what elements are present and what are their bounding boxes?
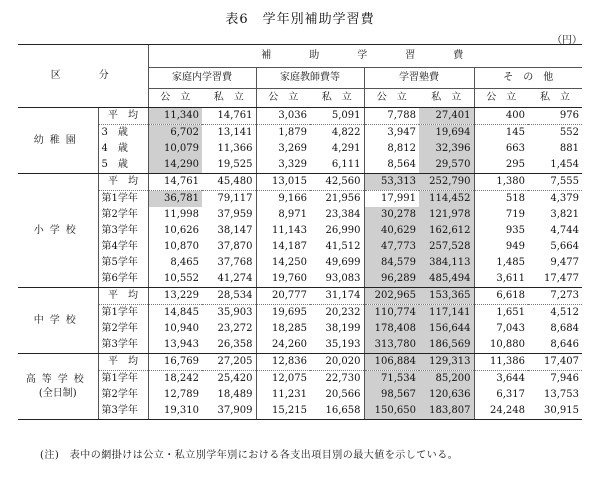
table-row [18, 125, 582, 142]
table-cell: 22,730 [325, 373, 361, 384]
table-cell: 17,477 [528, 271, 582, 288]
table-cell: 14,187 [256, 239, 310, 255]
table-cell: 552 [559, 127, 579, 138]
table-cell: 19,760 [256, 271, 310, 288]
row-label: 第2学年 [98, 387, 148, 403]
table-cell: 8,646 [528, 337, 582, 354]
table-cell: 145 [474, 125, 528, 142]
table-cell: 10,626 [148, 223, 202, 239]
table-row [18, 223, 582, 239]
supplementary-study-cost-table [18, 44, 582, 420]
table-cell: 24,260 [256, 337, 310, 354]
table-cell: 11,231 [256, 387, 310, 403]
table-cell: 35,193 [310, 337, 364, 354]
table-cell: 37,909 [202, 403, 256, 420]
table-cell: 19,694 [419, 125, 474, 142]
table-cell: 18,285 [256, 321, 310, 337]
row-label: 第6学年 [98, 271, 148, 288]
table-cell: 40,629 [364, 223, 419, 239]
table-cell: 19,695 [256, 305, 310, 322]
table-cell: 8,684 [550, 323, 579, 334]
table-cell: 27,401 [419, 108, 474, 125]
section-label-text: 小学校 [33, 224, 82, 236]
table-cell: 3,611 [474, 271, 528, 288]
row-label: 第1学年 [98, 191, 148, 208]
table-cell: 11,143 [256, 223, 310, 239]
table-cell: 252,790 [419, 174, 474, 191]
table-cell: 15,215 [256, 403, 310, 420]
table-row [18, 141, 582, 157]
group-header [148, 45, 582, 68]
table-cell: 84,579 [364, 255, 419, 271]
row-label: 第2学年 [98, 321, 148, 337]
col-header-home-priv: 私 立 [202, 89, 256, 108]
header-row-group [18, 45, 582, 68]
table-row [18, 255, 582, 271]
row-label: 3 歳 [98, 125, 148, 142]
table-cell: 23,272 [217, 323, 253, 334]
table-cell: 295 [474, 157, 528, 174]
row-label: 4 歳 [98, 141, 148, 157]
table-cell: 47,773 [364, 239, 419, 255]
col-header-juku-pub: 公 立 [364, 89, 419, 108]
table-cell: 41,274 [202, 271, 256, 288]
table-cell: 186,569 [419, 337, 474, 354]
table-cell: 38,199 [325, 323, 361, 334]
table-cell: 13,753 [544, 389, 579, 400]
table-cell: 11,386 [474, 354, 528, 371]
table-cell: 384,113 [419, 255, 474, 271]
cat-header-other: そ の 他 [474, 68, 582, 89]
table-cell: 976 [528, 108, 582, 125]
table-cell: 10,079 [148, 141, 202, 157]
table-cell: 20,232 [325, 307, 361, 318]
table-cell: 719 [474, 207, 528, 223]
table-cell: 485,494 [419, 271, 474, 288]
table-cell: 1,879 [256, 125, 310, 142]
col-header-home-pub: 公 立 [148, 89, 202, 108]
table-cell: 31,174 [310, 288, 364, 305]
table-cell: 3,269 [256, 141, 310, 157]
table-row [18, 157, 582, 174]
row-label: 第4学年 [98, 239, 148, 255]
cat-header-tutor: 家庭教師費等 [256, 68, 364, 89]
table-cell: 96,289 [364, 271, 419, 288]
stub-header-label: 区 分 [50, 70, 115, 81]
table-row [18, 288, 582, 305]
table-row [18, 337, 582, 354]
table-cell: 49,699 [325, 257, 361, 268]
table-cell: 153,365 [419, 288, 474, 305]
table-cell: 37,870 [217, 241, 253, 252]
table-cell: 19,310 [148, 403, 202, 420]
table-cell: 27,205 [202, 354, 256, 371]
table-cell: 7,946 [550, 373, 579, 384]
table-cell: 98,567 [364, 387, 419, 403]
table-cell: 16,658 [310, 403, 364, 420]
table-cell: 10,940 [148, 321, 202, 337]
row-label: 第5学年 [98, 255, 148, 271]
table-body [18, 45, 582, 420]
table-cell: 6,702 [148, 125, 202, 142]
table-row [18, 387, 582, 403]
table-cell: 150,650 [364, 403, 419, 420]
table-cell: 14,761 [148, 174, 202, 191]
table-cell: 11,998 [148, 207, 202, 223]
table-cell: 17,407 [528, 354, 582, 371]
table-row [18, 371, 582, 388]
section-label-text: 高等学校 [25, 373, 90, 385]
table-cell: 12,836 [256, 354, 310, 371]
table-row [18, 191, 582, 208]
table-cell: 25,420 [217, 373, 253, 384]
table-cell: 36,781 [148, 191, 202, 208]
row-label: 5 歳 [98, 157, 148, 174]
section-label-text: 中学校 [33, 314, 82, 326]
row-label: 平 均 [98, 174, 148, 191]
table-cell: 5,664 [550, 241, 579, 252]
table-cell: 7,043 [474, 321, 528, 337]
table-cell: 14,845 [148, 305, 202, 322]
table-cell: 19,525 [202, 157, 256, 174]
table-cell: 26,990 [325, 225, 361, 236]
table-cell: 12,789 [148, 387, 202, 403]
section-label [18, 174, 98, 288]
table-cell: 8,564 [364, 157, 419, 174]
table-cell: 14,290 [148, 157, 202, 174]
row-label: 第3学年 [98, 223, 148, 239]
table-cell: 3,821 [550, 209, 579, 220]
table-cell: 23,384 [325, 209, 361, 220]
table-cell: 120,636 [419, 387, 474, 403]
table-row [18, 321, 582, 337]
footnote: (注) 表中の網掛けは公立・私立別学年別における各支出項目別の最大値を示している。 [40, 450, 459, 461]
table-cell: 9,477 [550, 257, 579, 268]
table-row [18, 174, 582, 191]
table-cell: 45,480 [202, 174, 256, 191]
col-header-tutor-priv: 私 立 [310, 89, 364, 108]
table-cell: 11,366 [217, 143, 253, 154]
table-cell: 400 [474, 108, 528, 125]
table-cell: 79,117 [217, 193, 253, 204]
table-cell: 37,768 [217, 257, 253, 268]
table-cell: 121,978 [419, 207, 474, 223]
cat-header-home: 家庭内学習費 [148, 68, 256, 89]
table-cell: 21,956 [325, 193, 361, 204]
table-cell: 85,200 [419, 371, 474, 388]
table-cell: 8,812 [364, 141, 419, 157]
table-cell: 29,570 [419, 157, 474, 174]
table-cell: 183,807 [419, 403, 474, 420]
table-cell: 13,141 [217, 127, 253, 138]
cat-header-juku: 学習塾費 [364, 68, 474, 89]
table-cell: 53,313 [364, 174, 419, 191]
table-cell: 202,965 [364, 288, 419, 305]
table-cell: 20,777 [256, 288, 310, 305]
table-cell: 663 [474, 141, 528, 157]
table-cell: 37,959 [217, 209, 253, 220]
table-cell: 257,528 [419, 239, 474, 255]
table-cell: 935 [474, 223, 528, 239]
unit-label: （円） [552, 35, 582, 46]
group-header-label: 補 助 学 習 費 [261, 50, 470, 61]
table-cell: 17,991 [364, 191, 419, 208]
table-cell: 156,644 [419, 321, 474, 337]
table-cell: 38,147 [217, 225, 253, 236]
table-cell: 1,485 [474, 255, 528, 271]
section-label-text: 幼稚園 [33, 134, 82, 146]
row-label: 平 均 [98, 354, 148, 371]
table-cell: 8,971 [256, 207, 310, 223]
table-cell: 3,947 [364, 125, 419, 142]
table-cell: 4,744 [550, 225, 579, 236]
table-cell: 3,644 [474, 371, 528, 388]
table-cell: 18,242 [148, 371, 202, 388]
table-cell: 41,512 [325, 241, 361, 252]
table-cell: 313,780 [364, 337, 419, 354]
table-cell: 518 [474, 191, 528, 208]
table-cell: 8,465 [148, 255, 202, 271]
table-row [18, 403, 582, 420]
table-cell: 30,278 [364, 207, 419, 223]
col-header-other-priv: 私 立 [528, 89, 582, 108]
section-label [18, 354, 98, 420]
table-cell: 1,454 [528, 157, 582, 174]
table-cell: 9,166 [256, 191, 310, 208]
table-cell: 10,552 [148, 271, 202, 288]
table-row [18, 108, 582, 125]
row-label: 第3学年 [98, 337, 148, 354]
table-cell: 110,774 [364, 305, 419, 322]
table-cell: 16,769 [148, 354, 202, 371]
row-label: 第1学年 [98, 371, 148, 388]
table-cell: 7,788 [364, 108, 419, 125]
col-header-tutor-pub: 公 立 [256, 89, 310, 108]
table-cell: 3,329 [256, 157, 310, 174]
row-label: 第2学年 [98, 207, 148, 223]
table-cell: 32,396 [419, 141, 474, 157]
table-cell: 5,091 [310, 108, 364, 125]
row-label: 平 均 [98, 288, 148, 305]
table-row [18, 305, 582, 322]
table-row [18, 239, 582, 255]
table-cell: 7,555 [528, 174, 582, 191]
row-label: 第3学年 [98, 403, 148, 420]
table-cell: 20,566 [325, 389, 361, 400]
table-cell: 13,943 [148, 337, 202, 354]
table-title: 表6 学年別補助学習費 [225, 12, 375, 27]
table-cell: 4,291 [331, 143, 361, 154]
table-cell: 7,273 [528, 288, 582, 305]
table-cell: 10,870 [148, 239, 202, 255]
table-cell: 6,618 [474, 288, 528, 305]
table-cell: 4,822 [331, 127, 361, 138]
table-cell: 18,489 [217, 389, 253, 400]
table-cell: 13,015 [256, 174, 310, 191]
table-cell: 129,313 [419, 354, 474, 371]
table-cell: 11,340 [148, 108, 202, 125]
table-cell: 93,083 [310, 271, 364, 288]
table-cell: 6,317 [474, 387, 528, 403]
table-cell: 4,512 [550, 307, 579, 318]
table-cell: 949 [474, 239, 528, 255]
row-label: 平 均 [98, 108, 148, 125]
section-label [18, 288, 98, 354]
table-cell: 3,036 [256, 108, 310, 125]
table-cell: 24,248 [474, 403, 528, 420]
row-label: 第1学年 [98, 305, 148, 322]
table-cell: 4,379 [550, 193, 579, 204]
table-cell: 14,250 [256, 255, 310, 271]
table-cell: 20,020 [310, 354, 364, 371]
table-cell: 30,915 [528, 403, 582, 420]
table-cell: 42,560 [310, 174, 364, 191]
table-cell: 178,408 [364, 321, 419, 337]
table-cell: 28,534 [202, 288, 256, 305]
table-cell: 13,229 [148, 288, 202, 305]
table-cell: 71,534 [364, 371, 419, 388]
table-cell: 10,880 [474, 337, 528, 354]
table-cell: 1,651 [474, 305, 528, 322]
section-label [18, 108, 98, 174]
table-cell: 6,111 [310, 157, 364, 174]
table-cell: 162,612 [419, 223, 474, 239]
table-row [18, 207, 582, 223]
table-cell: 1,380 [474, 174, 528, 191]
stub-header [18, 45, 148, 108]
table-cell: 117,141 [419, 305, 474, 322]
table-cell: 26,358 [202, 337, 256, 354]
table-row [18, 354, 582, 371]
table-cell: 106,884 [364, 354, 419, 371]
table-cell: 12,075 [256, 371, 310, 388]
table-cell: 35,903 [217, 307, 253, 318]
table-cell: 14,761 [202, 108, 256, 125]
col-header-juku-priv: 私 立 [419, 89, 474, 108]
col-header-other-pub: 公 立 [474, 89, 528, 108]
table-row [18, 271, 582, 288]
section-sublabel: (全日制) [38, 387, 77, 399]
table-cell: 881 [559, 143, 579, 154]
table-cell: 114,452 [419, 191, 474, 208]
